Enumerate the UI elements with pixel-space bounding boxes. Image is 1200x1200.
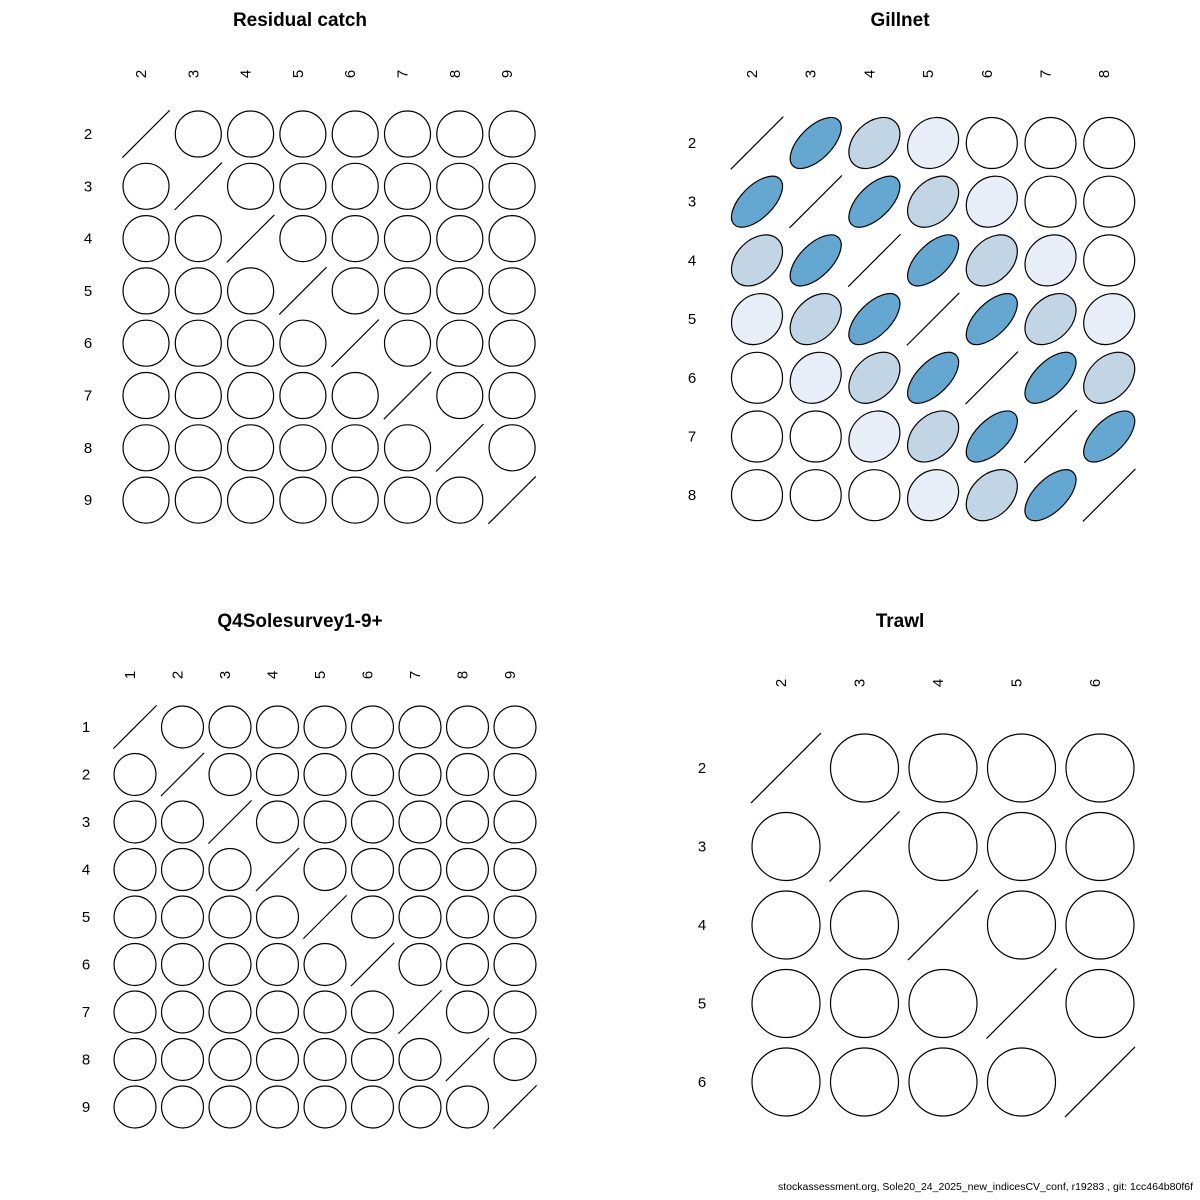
- chart-svg: [600, 0, 1200, 590]
- corr-ellipse: [343, 840, 402, 899]
- row-label: 5: [697, 995, 707, 1013]
- corr-ellipse: [781, 226, 849, 294]
- corr-ellipse: [390, 935, 449, 994]
- col-label: 2: [133, 69, 150, 79]
- diagonal-unit-line: [493, 1085, 536, 1128]
- diagonal-unit-line: [1083, 469, 1136, 522]
- corr-ellipse: [973, 877, 1069, 973]
- corr-ellipse: [295, 792, 354, 851]
- col-label: 3: [802, 69, 820, 79]
- corr-ellipse: [343, 982, 402, 1041]
- corr-ellipse: [1052, 798, 1148, 894]
- panel-trawl: [600, 600, 1200, 1190]
- diagonal-unit-line: [351, 943, 394, 986]
- corr-ellipse: [343, 887, 402, 946]
- corr-ellipse: [1052, 877, 1148, 973]
- row-label: 7: [83, 387, 93, 405]
- panel-title: Trawl: [875, 611, 925, 632]
- corr-ellipse: [166, 258, 231, 323]
- row-label: 6: [697, 1074, 707, 1091]
- corr-ellipse: [721, 342, 793, 414]
- corr-ellipse: [323, 154, 388, 219]
- corr-ellipse: [895, 720, 991, 816]
- corr-ellipse: [485, 745, 544, 804]
- row-label: 6: [83, 335, 93, 353]
- diagonal-unit-line: [398, 990, 441, 1033]
- corr-ellipse: [898, 166, 969, 237]
- corr-ellipse: [390, 887, 449, 946]
- row-label: 2: [697, 760, 707, 777]
- corr-ellipse: [323, 468, 388, 533]
- corr-ellipse: [897, 107, 969, 179]
- col-label: 8: [454, 670, 472, 680]
- corr-ellipse: [113, 258, 178, 323]
- corr-ellipse: [838, 459, 910, 531]
- corr-ellipse: [438, 935, 497, 994]
- diagonal-unit-line: [848, 234, 901, 287]
- corr-ellipse: [956, 107, 1028, 179]
- row-label: 9: [81, 1099, 91, 1116]
- chart-svg: [600, 600, 1200, 1190]
- col-label: 9: [499, 69, 517, 79]
- corr-ellipse: [956, 166, 1028, 238]
- corr-ellipse: [343, 697, 402, 756]
- col-label: 5: [289, 69, 307, 79]
- corr-ellipse: [438, 1077, 497, 1136]
- row-label: 5: [81, 909, 91, 926]
- diagonal-unit-line: [907, 293, 960, 346]
- corr-ellipse: [721, 400, 793, 472]
- diagonal-unit-line: [731, 117, 784, 170]
- corr-ellipse: [295, 745, 354, 804]
- col-label: 4: [237, 69, 255, 79]
- diagonal-unit-line: [122, 110, 169, 157]
- corr-ellipse: [200, 1077, 259, 1136]
- row-label: 7: [687, 428, 697, 446]
- corr-ellipse: [200, 982, 259, 1041]
- corr-ellipse: [375, 311, 440, 376]
- row-label: 7: [81, 1004, 91, 1021]
- panel-title: Q4Solesurvey1-9+: [217, 611, 383, 632]
- corr-ellipse: [438, 792, 497, 851]
- corr-ellipse: [323, 101, 388, 166]
- corr-ellipse: [166, 311, 231, 376]
- corr-ellipse: [1074, 342, 1145, 413]
- corr-ellipse: [218, 468, 283, 533]
- corr-ellipse: [438, 697, 497, 756]
- diagonal-unit-line: [1065, 1047, 1135, 1117]
- row-label: 4: [697, 917, 707, 934]
- corr-ellipse: [270, 363, 335, 428]
- corr-ellipse: [738, 955, 834, 1051]
- col-label: 3: [851, 678, 869, 688]
- corr-ellipse: [899, 226, 967, 294]
- col-label: 6: [342, 69, 360, 79]
- corr-ellipse: [816, 877, 912, 973]
- corr-ellipse: [166, 101, 231, 166]
- chart-svg: [0, 0, 600, 590]
- corr-ellipse: [270, 468, 335, 533]
- corr-ellipse: [295, 1077, 354, 1136]
- corr-ellipse: [839, 108, 910, 179]
- diagonal-unit-line: [256, 848, 299, 891]
- corr-ellipse: [780, 459, 852, 531]
- corr-ellipse: [480, 206, 545, 271]
- row-label: 2: [83, 126, 93, 143]
- row-label: 5: [687, 311, 697, 329]
- corr-ellipse: [153, 935, 212, 994]
- corr-ellipse: [956, 460, 1027, 531]
- footer-caption: stockassessment.org, Sole20_24_2025_new_indicesCV_conf, r19283 , git: 1cc464b80f6f: [777, 1181, 1193, 1193]
- col-label: 7: [394, 69, 412, 79]
- corr-ellipse: [427, 206, 492, 271]
- row-label: 3: [687, 193, 697, 211]
- diagonal-unit-line: [908, 890, 978, 960]
- corr-ellipse: [343, 745, 402, 804]
- corr-ellipse: [480, 311, 545, 376]
- row-label: 3: [697, 838, 707, 856]
- corr-ellipse: [1052, 720, 1148, 816]
- corr-ellipse: [113, 311, 178, 376]
- corr-ellipse: [895, 955, 991, 1051]
- col-label: 6: [359, 670, 377, 680]
- row-label: 3: [83, 178, 93, 196]
- corr-ellipse: [270, 154, 335, 219]
- corr-ellipse: [343, 1077, 402, 1136]
- corr-ellipse: [427, 468, 492, 533]
- corr-ellipse: [166, 363, 231, 428]
- row-label: 5: [83, 282, 93, 300]
- corr-ellipse: [113, 415, 178, 480]
- corr-ellipse: [485, 697, 544, 756]
- corr-ellipse: [200, 887, 259, 946]
- corr-ellipse: [427, 101, 492, 166]
- col-label: 7: [1037, 69, 1055, 79]
- col-label: 5: [1008, 678, 1026, 688]
- diagonal-unit-line: [488, 476, 535, 523]
- corr-ellipse: [248, 792, 307, 851]
- corr-ellipse: [153, 1030, 212, 1089]
- diagonal-unit-line: [789, 175, 842, 228]
- corr-ellipse: [721, 283, 793, 355]
- corr-ellipse: [323, 415, 388, 480]
- corr-ellipse: [780, 400, 852, 472]
- row-label: 8: [81, 1051, 91, 1069]
- corr-ellipse: [105, 1077, 164, 1136]
- corr-ellipse: [343, 792, 402, 851]
- corr-ellipse: [295, 1030, 354, 1089]
- corr-ellipse: [218, 258, 283, 323]
- corr-ellipse: [153, 887, 212, 946]
- corr-ellipse: [438, 745, 497, 804]
- corr-ellipse: [248, 745, 307, 804]
- corr-ellipse: [218, 101, 283, 166]
- corr-ellipse: [1016, 461, 1084, 529]
- corr-ellipse: [1052, 955, 1148, 1051]
- diagonal-unit-line: [208, 800, 251, 843]
- corr-ellipse: [485, 982, 544, 1041]
- diagonal-unit-line: [446, 1038, 489, 1081]
- corr-ellipse: [166, 468, 231, 533]
- corr-ellipse: [113, 206, 178, 271]
- corr-ellipse: [113, 363, 178, 428]
- corr-ellipse: [898, 401, 969, 472]
- diagonal-unit-line: [175, 163, 222, 210]
- corr-ellipse: [480, 363, 545, 428]
- corr-ellipse: [480, 258, 545, 323]
- corr-ellipse: [375, 258, 440, 323]
- col-label: 5: [312, 670, 329, 680]
- corr-ellipse: [323, 206, 388, 271]
- diagonal-unit-line: [332, 320, 379, 367]
- diagonal-unit-line: [436, 424, 483, 471]
- corr-ellipse: [723, 167, 791, 235]
- corr-ellipse: [105, 887, 164, 946]
- corr-ellipse: [390, 792, 449, 851]
- col-label: 2: [169, 670, 187, 680]
- corr-ellipse: [722, 225, 793, 296]
- corr-ellipse: [1073, 107, 1145, 179]
- corr-ellipse: [200, 1030, 259, 1089]
- corr-ellipse: [375, 154, 440, 219]
- diagonal-unit-line: [113, 705, 156, 748]
- corr-ellipse: [721, 459, 793, 531]
- row-label: 4: [687, 252, 697, 270]
- corr-ellipse: [438, 840, 497, 899]
- diagonal-unit-line: [986, 968, 1056, 1038]
- corr-ellipse: [838, 401, 910, 473]
- corr-ellipse: [840, 285, 908, 353]
- corr-ellipse: [200, 935, 259, 994]
- row-label: 6: [687, 369, 697, 387]
- corr-ellipse: [166, 206, 231, 271]
- corr-ellipse: [375, 101, 440, 166]
- row-label: 2: [81, 766, 91, 784]
- corr-ellipse: [113, 154, 178, 219]
- corr-ellipse: [390, 697, 449, 756]
- corr-ellipse: [1014, 166, 1086, 238]
- corr-ellipse: [480, 154, 545, 219]
- corr-ellipse: [200, 745, 259, 804]
- corr-ellipse: [973, 798, 1069, 894]
- corr-ellipse: [343, 1030, 402, 1089]
- corr-ellipse: [270, 415, 335, 480]
- corr-ellipse: [248, 935, 307, 994]
- corr-ellipse: [895, 1034, 991, 1130]
- corr-ellipse: [218, 154, 283, 219]
- corr-ellipse: [105, 792, 164, 851]
- corr-ellipse: [166, 415, 231, 480]
- corr-ellipse: [105, 935, 164, 994]
- col-label: 9: [502, 670, 519, 680]
- corr-ellipse: [113, 468, 178, 533]
- row-label: 8: [83, 439, 93, 457]
- corr-ellipse: [295, 935, 354, 994]
- corr-ellipse: [958, 285, 1026, 353]
- col-label: 4: [930, 678, 947, 688]
- corr-ellipse: [780, 284, 851, 355]
- diagonal-unit-line: [829, 811, 899, 881]
- row-label: 3: [81, 814, 91, 831]
- corr-ellipse: [738, 798, 834, 894]
- corr-ellipse: [390, 1030, 449, 1089]
- corr-ellipse: [200, 697, 259, 756]
- row-label: 8: [687, 487, 697, 505]
- corr-ellipse: [323, 363, 388, 428]
- panel-title: Residual catch: [232, 10, 368, 31]
- col-label: 3: [185, 69, 203, 79]
- corr-ellipse: [1073, 224, 1145, 296]
- row-label: 2: [687, 135, 697, 152]
- corr-ellipse: [1015, 284, 1086, 355]
- diagonal-unit-line: [161, 753, 204, 796]
- corr-ellipse: [816, 720, 912, 816]
- corr-ellipse: [1075, 402, 1143, 470]
- corr-ellipse: [1073, 166, 1145, 238]
- corr-ellipse: [427, 311, 492, 376]
- row-label: 4: [81, 861, 91, 879]
- diagonal-unit-line: [1024, 410, 1077, 463]
- col-label: 2: [773, 678, 790, 688]
- diagonal-unit-line: [227, 215, 274, 262]
- corr-ellipse: [897, 459, 969, 531]
- corr-ellipse: [270, 206, 335, 271]
- corr-ellipse: [899, 344, 967, 412]
- chart-svg: [0, 600, 600, 1190]
- col-label: 4: [264, 670, 282, 680]
- corr-ellipse: [200, 840, 259, 899]
- corr-ellipse: [438, 982, 497, 1041]
- corr-ellipse: [248, 982, 307, 1041]
- corr-ellipse: [781, 109, 849, 177]
- corr-ellipse: [480, 101, 545, 166]
- corr-ellipse: [839, 342, 910, 413]
- corr-ellipse: [375, 468, 440, 533]
- corr-ellipse: [390, 1077, 449, 1136]
- corr-ellipse: [427, 154, 492, 219]
- corr-ellipse: [485, 792, 544, 851]
- corr-ellipse: [1014, 107, 1086, 179]
- corr-ellipse: [153, 1077, 212, 1136]
- corr-ellipse: [153, 697, 212, 756]
- corr-ellipse: [1016, 344, 1084, 412]
- corr-ellipse: [738, 1034, 834, 1130]
- row-label: 6: [81, 956, 91, 974]
- corr-ellipse: [270, 311, 335, 376]
- diagonal-unit-line: [279, 267, 326, 314]
- corr-ellipse: [485, 1030, 544, 1089]
- col-label: 7: [407, 670, 424, 680]
- corr-ellipse: [248, 1077, 307, 1136]
- corr-ellipse: [816, 1034, 912, 1130]
- panel-q4solesurvey: [0, 600, 600, 1190]
- col-label: 8: [446, 69, 464, 79]
- corr-ellipse: [153, 982, 212, 1041]
- corr-ellipse: [218, 415, 283, 480]
- corr-ellipse: [485, 935, 544, 994]
- corr-ellipse: [218, 363, 283, 428]
- diagonal-unit-line: [303, 895, 346, 938]
- corr-ellipse: [105, 745, 164, 804]
- corr-ellipse: [956, 225, 1027, 296]
- corr-ellipse: [1073, 283, 1145, 355]
- corr-ellipse: [105, 1030, 164, 1089]
- corr-ellipse: [295, 697, 354, 756]
- corr-ellipse: [375, 206, 440, 271]
- corr-ellipse: [248, 697, 307, 756]
- corr-ellipse: [323, 258, 388, 323]
- col-label: 8: [1096, 69, 1114, 79]
- corr-ellipse: [153, 840, 212, 899]
- diagonal-unit-line: [966, 352, 1019, 405]
- panel-gillnet: [600, 0, 1200, 590]
- corr-ellipse: [390, 745, 449, 804]
- corr-ellipse: [375, 415, 440, 480]
- corr-ellipse: [248, 887, 307, 946]
- corr-ellipse: [973, 1034, 1069, 1130]
- corr-ellipse: [105, 840, 164, 899]
- corr-ellipse: [480, 415, 545, 480]
- corr-ellipse: [485, 887, 544, 946]
- diagonal-unit-line: [751, 733, 821, 803]
- corr-ellipse: [427, 258, 492, 323]
- col-label: 5: [920, 69, 938, 79]
- diagonal-unit-line: [384, 372, 431, 419]
- corr-ellipse: [153, 792, 212, 851]
- panel-residual-catch: [0, 0, 600, 590]
- col-label: 3: [217, 670, 234, 680]
- corr-ellipse: [973, 720, 1069, 816]
- panel-title: Gillnet: [870, 10, 930, 31]
- corr-ellipse: [105, 982, 164, 1041]
- row-label: 9: [83, 492, 93, 510]
- corr-ellipse: [840, 167, 908, 235]
- corr-ellipse: [390, 840, 449, 899]
- corr-ellipse: [738, 877, 834, 973]
- col-label: 2: [744, 69, 761, 79]
- col-label: 6: [978, 69, 996, 79]
- corr-ellipse: [295, 840, 354, 899]
- col-label: 1: [122, 670, 139, 680]
- corr-ellipse: [427, 363, 492, 428]
- corr-ellipse: [1015, 224, 1087, 296]
- corr-ellipse: [780, 342, 852, 414]
- corr-ellipse: [895, 798, 991, 894]
- corr-ellipse: [270, 101, 335, 166]
- col-label: 4: [861, 69, 879, 79]
- corr-ellipse: [485, 840, 544, 899]
- corr-ellipse: [816, 955, 912, 1051]
- corr-ellipse: [218, 311, 283, 376]
- corr-ellipse: [295, 982, 354, 1041]
- corr-ellipse: [958, 402, 1026, 470]
- row-label: 4: [83, 230, 93, 248]
- corr-ellipse: [248, 1030, 307, 1089]
- row-label: 1: [81, 719, 91, 736]
- col-label: 6: [1087, 678, 1104, 688]
- corr-ellipse: [438, 887, 497, 946]
